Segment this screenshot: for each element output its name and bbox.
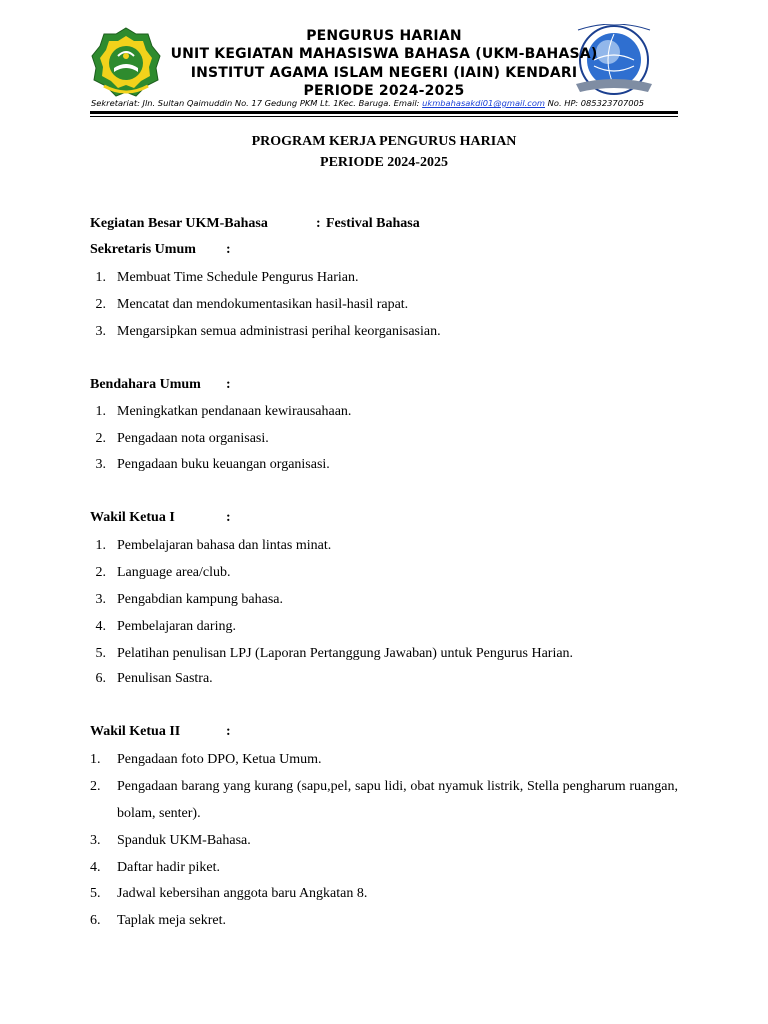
address-suffix: No. HP: 085323707005 — [547, 98, 645, 108]
list-item — [90, 827, 678, 854]
section-heading-label: Sekretaris Umum — [90, 242, 196, 257]
list-number: 3. — [95, 324, 106, 339]
list-item — [90, 907, 678, 934]
list-text: Pengadaan foto DPO, Ketua Umum. — [117, 752, 322, 767]
list-item — [90, 318, 678, 345]
section-heading-colon: : — [226, 724, 231, 739]
section-heading-label: Wakil Ketua I — [90, 510, 175, 525]
list-text: Pengadaan buku keuangan organisasi. — [117, 457, 330, 472]
list-text: Mencatat dan mendokumentasikan hasil-hasil rapat. — [117, 297, 409, 312]
section-heading-label: Bendahara Umum — [90, 377, 201, 392]
list-number: 4. — [90, 860, 101, 875]
event-value: Festival Bahasa — [326, 216, 420, 231]
list-number: 6. — [95, 671, 106, 686]
list-item — [90, 532, 678, 559]
list-text: Spanduk UKM-Bahasa. — [117, 833, 251, 848]
letterhead-line-3: INSTITUT AGAMA ISLAM NEGERI (IAIN) KENDARI — [190, 65, 578, 81]
list-item — [90, 640, 678, 667]
list-number: 1. — [95, 538, 106, 553]
list-text: Penulisan Sastra. — [117, 671, 213, 686]
list-text: Pengadaan nota organisasi. — [117, 431, 269, 446]
list-text: Jadwal kebersihan anggota baru Angkatan 8. — [117, 886, 368, 901]
letterhead-line-1: PENGURUS HARIAN — [306, 28, 462, 44]
list-number: 2. — [95, 565, 106, 580]
document-period: PERIODE 2024-2025 — [320, 155, 448, 170]
list-number: 2. — [90, 779, 101, 794]
event-label: Kegiatan Besar UKM-Bahasa — [90, 216, 268, 231]
section-heading-sekretaris — [90, 241, 678, 259]
letterhead-line-2: UNIT KEGIATAN MAHASISWA BAHASA (UKM-BAHASA) — [170, 46, 598, 62]
section-heading-colon: : — [226, 242, 231, 257]
event-colon: : — [316, 216, 321, 231]
section-heading-bendahara — [90, 376, 678, 394]
letterhead-rule-thick — [90, 111, 678, 114]
section-heading-colon: : — [226, 510, 231, 525]
letterhead-rule-thin — [90, 116, 678, 117]
section-heading-wakil-ketua-2 — [90, 723, 678, 741]
list-number: 3. — [95, 457, 106, 472]
list-number: 2. — [95, 431, 106, 446]
list-item — [90, 586, 678, 613]
list-text: Pengadaan barang yang kurang (sapu,pel, sapu lidi, obat nyamuk listrik, Stella pengharum ruangan, bolam, senter). — [117, 779, 678, 821]
list-text: Language area/club. — [117, 565, 231, 580]
list-item — [90, 264, 678, 291]
list-item — [90, 398, 678, 425]
list-item — [90, 451, 678, 478]
list-text: Daftar hadir piket. — [117, 860, 221, 875]
list-text: Mengarsipkan semua administrasi perihal keorganisasian. — [117, 324, 441, 339]
list-item — [90, 773, 678, 827]
list-item — [90, 880, 678, 907]
list-item — [90, 613, 678, 640]
event-line — [90, 215, 678, 233]
section-heading-label: Wakil Ketua II — [90, 724, 181, 739]
list-text: Pelatihan penulisan LPJ (Laporan Pertanggung Jawaban) untuk Pengurus Harian. — [117, 646, 574, 661]
list-number: 5. — [90, 886, 101, 901]
list-number: 6. — [90, 913, 101, 928]
address-prefix: Sekretariat: Jln. Sultan Qaimuddin No. 17 Gedung PKM Lt. 1Kec. Baruga. Email: — [91, 98, 420, 108]
list-number: 5. — [95, 646, 106, 661]
list-item — [90, 291, 678, 318]
list-number: 1. — [90, 752, 101, 767]
list-text: Pembelajaran daring. — [117, 619, 236, 634]
letterhead-line-4: PERIODE 2024-2025 — [303, 83, 465, 99]
letterhead-address — [91, 98, 691, 109]
section-heading-colon: : — [226, 377, 231, 392]
list-item — [90, 425, 678, 452]
list-number: 3. — [95, 592, 106, 607]
list-number: 1. — [95, 404, 106, 419]
list-number: 1. — [95, 270, 106, 285]
list-item — [90, 665, 678, 692]
list-text: Meningkatkan pendanaan kewirausahaan. — [117, 404, 352, 419]
list-text: Pengabdian kampung bahasa. — [117, 592, 284, 607]
section-heading-wakil-ketua-1 — [90, 509, 678, 527]
document-title: PROGRAM KERJA PENGURUS HARIAN — [251, 134, 517, 149]
list-text: Pembelajaran bahasa dan lintas minat. — [117, 538, 332, 553]
email-link[interactable]: ukmbahasakdi01@gmail.com — [422, 98, 546, 108]
list-item — [90, 559, 678, 586]
list-number: 4. — [95, 619, 106, 634]
list-text: Membuat Time Schedule Pengurus Harian. — [117, 270, 359, 285]
list-number: 2. — [95, 297, 106, 312]
list-item — [90, 746, 678, 773]
list-item — [90, 854, 678, 881]
list-number: 3. — [90, 833, 101, 848]
list-text: Taplak meja sekret. — [117, 913, 227, 928]
